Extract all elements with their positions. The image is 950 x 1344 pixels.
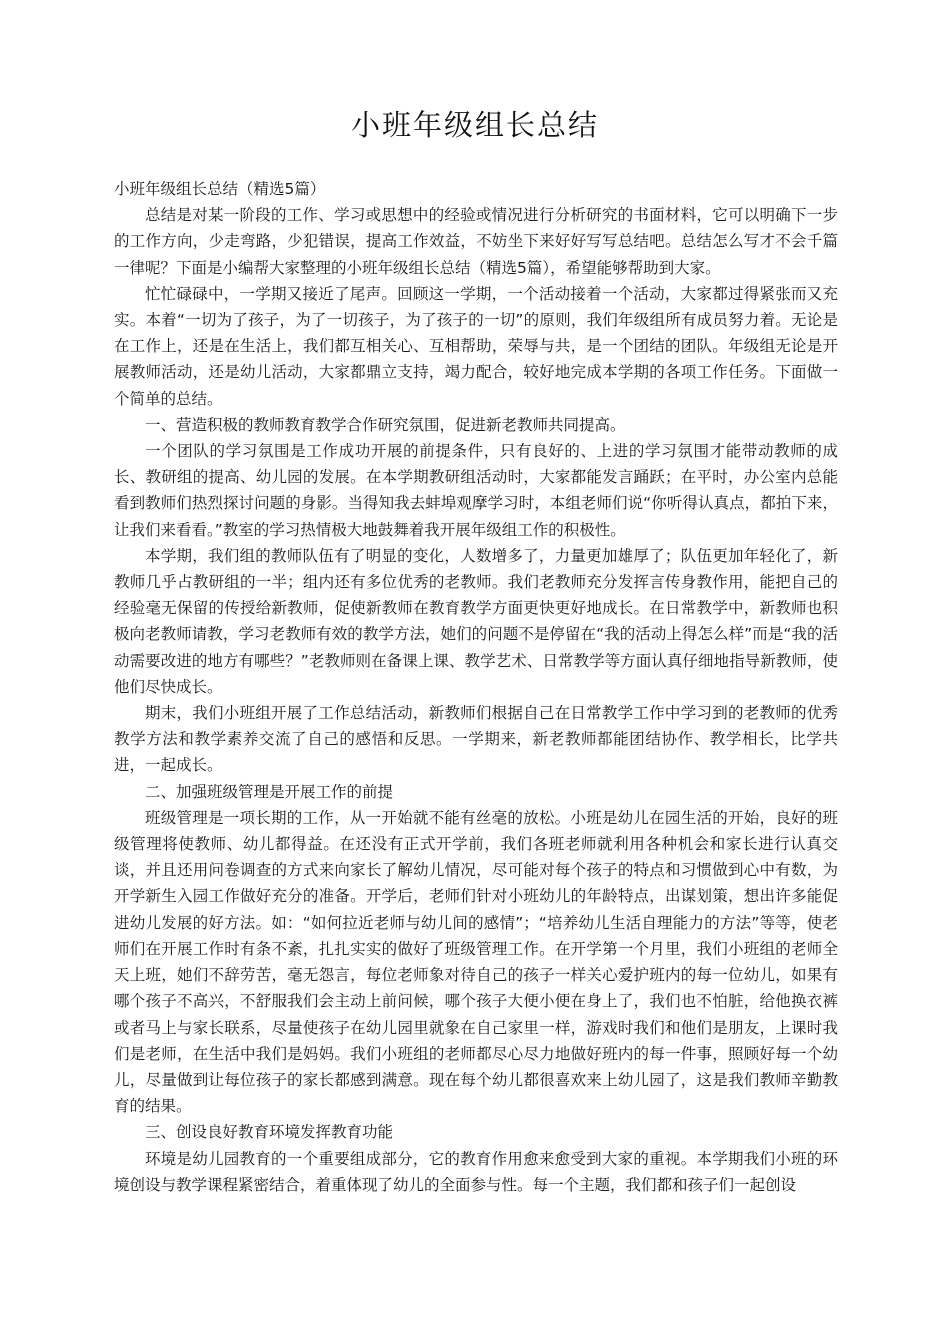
- paragraph-intro: 总结是对某一阶段的工作、学习或思想中的经验或情况进行分析研究的书面材料，它可以明确下一步的工作方向，少走弯路，少犯错误，提高工作效益，不妨坐下来好好写写总结吧。总结怎么写才不会千篇一律呢？下面是小编帮大家整理的小班年级组长总结（精选5篇），希望能够帮助到大家。: [114, 206, 838, 277]
- paragraph: 班级管理是一项长期的工作，从一开始就不能有丝毫的放松。小班是幼儿在园生活的开始，良好的班级管理将使教师、幼儿都得益。在还没有正式开学前，我们各班老师就利用各种机会和家长进行认真交谈，并且还用问卷调查的方式来向家长了解幼儿情况，尽可能对每个孩子的特点和习惯做到心中有数，为开学新生入园工作做好充分的准备。开学后，老师们针对小班幼儿的年龄特点，出谋划策，想出许多能促进幼儿发展的好方法。如：“如何拉近老师与幼儿间的感情”；“培养幼儿生活自理能力的方法”等等，使老师们在开展工作时有条不紊，扎扎实实的做好了班级管理工作。在开学第一个月里，我们小班组的老师全天上班，她们不辞劳苦，毫无怨言，每位老师象对待自己的孩子一样关心爱护班内的每一位幼儿，如果有哪个孩子不高兴，不舒服我们会主动上前问候，哪个孩子大便小便在身上了，我们也不怕脏，给他换衣裤或者马上与家长联系，尽量使孩子在幼儿园里就象在自己家里一样，游戏时我们和他们是朋友，上课时我们是老师，在生活中我们是妈妈。我们小班组的老师都尽心尽力地做好班内的每一件事，照顾好每一个幼儿，尽量做到让每位孩子的家长都感到满意。现在每个幼儿都很喜欢来上幼儿园了，这是我们教师辛勤教育的结果。: [114, 808, 838, 1116]
- paragraph: 环境是幼儿园教育的一个重要组成部分，它的教育作用愈来愈受到大家的重视。本学期我们小班的环境创设与教学课程紧密结合，着重体现了幼儿的全面参与性。每一个主题，我们都和孩子们一起创设: [114, 1149, 838, 1194]
- document-body: [114, 176, 838, 1198]
- paragraph: 期末，我们小班组开展了工作总结活动，新教师们根据自己在日常教学工作中学习到的老教师的优秀教学方法和教学素养交流了自己的感悟和反思。一学期来，新老教师都能团结协作、教学相长，比学共进，一起成长。: [114, 704, 838, 775]
- document-subtitle: 小班年级组长总结（精选5篇）: [114, 180, 326, 198]
- paragraph: 本学期，我们组的教师队伍有了明显的变化，人数增多了，力量更加雄厚了；队伍更加年轻化了，新教师几乎占教研组的一半；组内还有多位优秀的老教师。我们老教师充分发挥言传身教作用，能把自己的经验毫无保留的传授给新教师，促使新教师在教育教学方面更快更好地成长。在日常教学中，新教师也积极向老教师请教，学习老教师有效的教学方法，她们的问题不是停留在“我的活动上得怎么样”而是“我的活动需要改进的地方有哪些？”老教师则在备课上课、教学艺术、日常教学等方面认真仔细地指导新教师，使他们尽快成长。: [114, 546, 838, 696]
- section-heading-2: 二、加强班级管理是开展工作的前提: [145, 782, 394, 801]
- paragraph: 一个团队的学习氛围是工作成功开展的前提条件，只有良好的、上进的学习氛围才能带动教师的成长、教研组的提高、幼儿园的发展。在本学期教研组活动时，大家都能发言踊跃；在平时，办公室内总能看到教师们热烈探讨问题的身影。当得知我去蚌埠观摩学习时，本组老师们说“你听得认真点，都拍下来，让我们来看看。”教室的学习热情极大地鼓舞着我开展年级组工作的积极性。: [114, 442, 838, 539]
- paragraph-overview: 忙忙碌碌中，一学期又接近了尾声。回顾这一学期，一个活动接着一个活动，大家都过得紧张而又充实。本着“一切为了孩子，为了一切孩子，为了孩子的一切”的原则，我们年级组所有成员努力着。无论是在工作上，还是在生活上，我们都互相关心、互相帮助，荣辱与共，是一个团结的团队。年级组无论是开展教师活动，还是幼儿活动，大家都鼎立支持，竭力配合，较好地完成本学期的各项工作任务。下面做一个简单的总结。: [114, 284, 838, 408]
- section-heading-3: 三、创设良好教育环境发挥教育功能: [145, 1123, 394, 1142]
- section-heading-1: 一、营造积极的教师教育教学合作研究氛围，促进新老教师共同提高。: [145, 415, 626, 434]
- document-title: 小班年级组长总结: [350, 108, 599, 142]
